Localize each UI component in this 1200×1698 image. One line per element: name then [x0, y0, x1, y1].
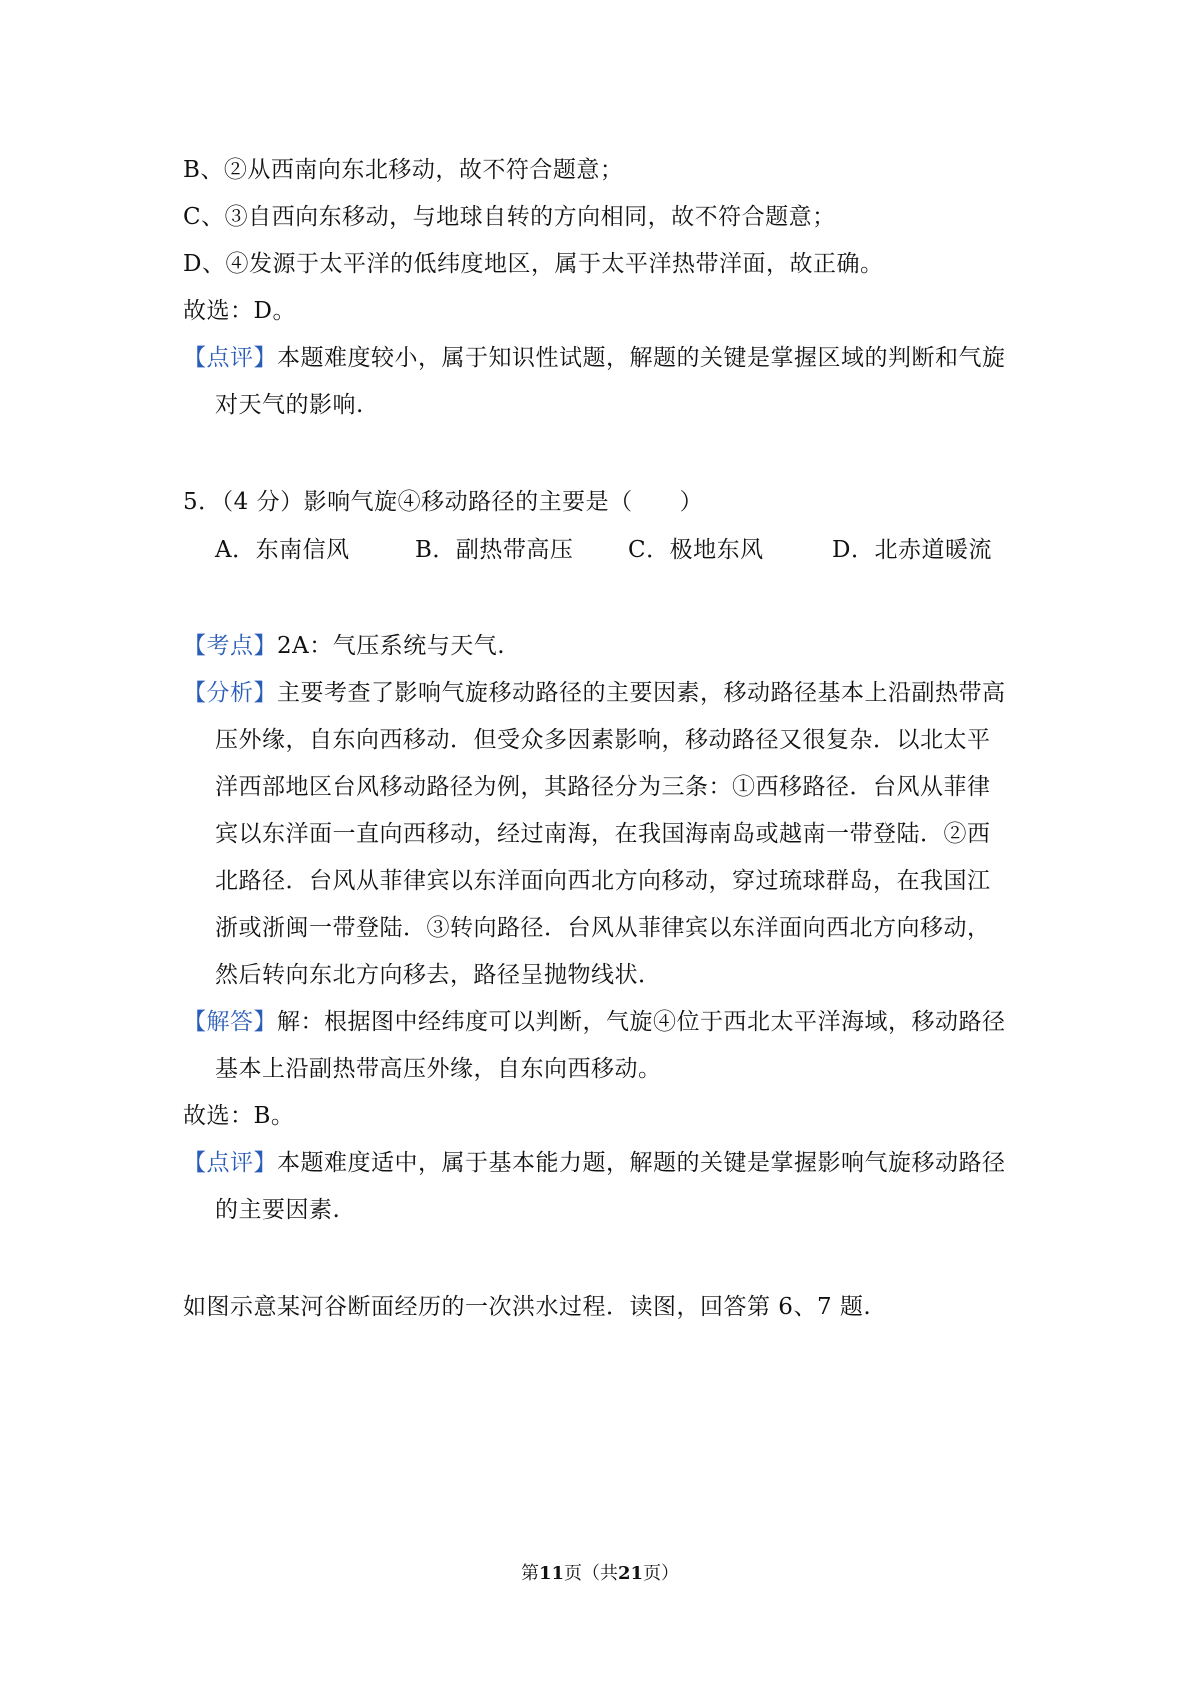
- option-d-explanation: D、④发源于太平洋的低纬度地区，属于太平洋热带洋面，故正确。: [183, 251, 884, 277]
- prev-comment: [183, 342, 1006, 374]
- option-b: B．副热带高压: [415, 537, 574, 563]
- prev-answer: 故选：D。: [183, 298, 296, 324]
- comment-text: 本题难度较小，属于知识性试题，解题的关键是掌握区域的判断和气旋: [277, 345, 1006, 371]
- fenxi-line: 北路径．台风从菲律宾以东洋面向西北方向移动，穿过琉球群岛，在我国江: [215, 868, 991, 894]
- footer-total: 21: [618, 1563, 644, 1584]
- jieda: [183, 1006, 1006, 1038]
- kaodian-tag: 【考点】: [183, 633, 277, 659]
- fenxi-line: 宾以东洋面一直向西移动，经过南海，在我国海南岛或越南一带登陆．②西: [215, 821, 991, 847]
- fenxi-line: 然后转向东北方向移去，路径呈抛物线状．: [215, 962, 662, 988]
- footer-mid: 页（共: [564, 1563, 618, 1584]
- fenxi: [183, 677, 1006, 709]
- footer-page: 11: [538, 1563, 564, 1584]
- option-d: D．北赤道暖流: [832, 537, 992, 563]
- answer: 故选：B。: [183, 1103, 295, 1129]
- jieda-text: 解：根据图中经纬度可以判断，气旋④位于西北太平洋海域，移动路径: [277, 1009, 1006, 1035]
- option-c-explanation: C、③自西向东移动，与地球自转的方向相同，故不符合题意；: [183, 204, 836, 230]
- fenxi-line: 压外缘，自东向西移动．但受众多因素影响，移动路径又很复杂．以北太平: [215, 727, 991, 753]
- comment-tag: 【点评】: [183, 345, 277, 371]
- dianping-tag: 【点评】: [183, 1150, 277, 1176]
- dianping: [183, 1147, 1006, 1179]
- dianping-cont: 的主要因素.: [215, 1197, 341, 1223]
- dianping-text: 本题难度适中，属于基本能力题，解题的关键是掌握影响气旋移动路径: [277, 1150, 1006, 1176]
- fenxi-tag: 【分析】: [183, 680, 277, 706]
- option-b-explanation: B、②从西南向东北移动，故不符合题意；: [183, 157, 624, 183]
- next-intro: 如图示意某河谷断面经历的一次洪水过程．读图，回答第 6、7 题.: [183, 1294, 872, 1320]
- page-number: [0, 1562, 1200, 1586]
- option-c: C．极地东风: [628, 537, 764, 563]
- jieda-cont: 基本上沿副热带高压外缘，自东向西移动。: [215, 1056, 662, 1082]
- kaodian: [183, 630, 505, 662]
- prev-comment-cont: 对天气的影响.: [215, 392, 364, 418]
- option-a: A．东南信风: [215, 537, 350, 563]
- footer-post: 页）: [643, 1563, 680, 1584]
- fenxi-line: 浙或浙闽一带登陆．③转向路径．台风从菲律宾以东洋面向西北方向移动，: [215, 915, 991, 941]
- fenxi-line: 洋西部地区台风移动路径为例，其路径分为三条：①西移路径．台风从菲律: [215, 774, 991, 800]
- question-stem: 5．（4 分）影响气旋④移动路径的主要是（ ）: [183, 489, 704, 515]
- footer-pre: 第: [520, 1563, 539, 1584]
- kaodian-text: 2A：气压系统与天气.: [277, 633, 506, 659]
- fenxi-line: 主要考查了影响气旋移动路径的主要因素，移动路径基本上沿副热带高: [277, 680, 1006, 706]
- jieda-tag: 【解答】: [183, 1009, 277, 1035]
